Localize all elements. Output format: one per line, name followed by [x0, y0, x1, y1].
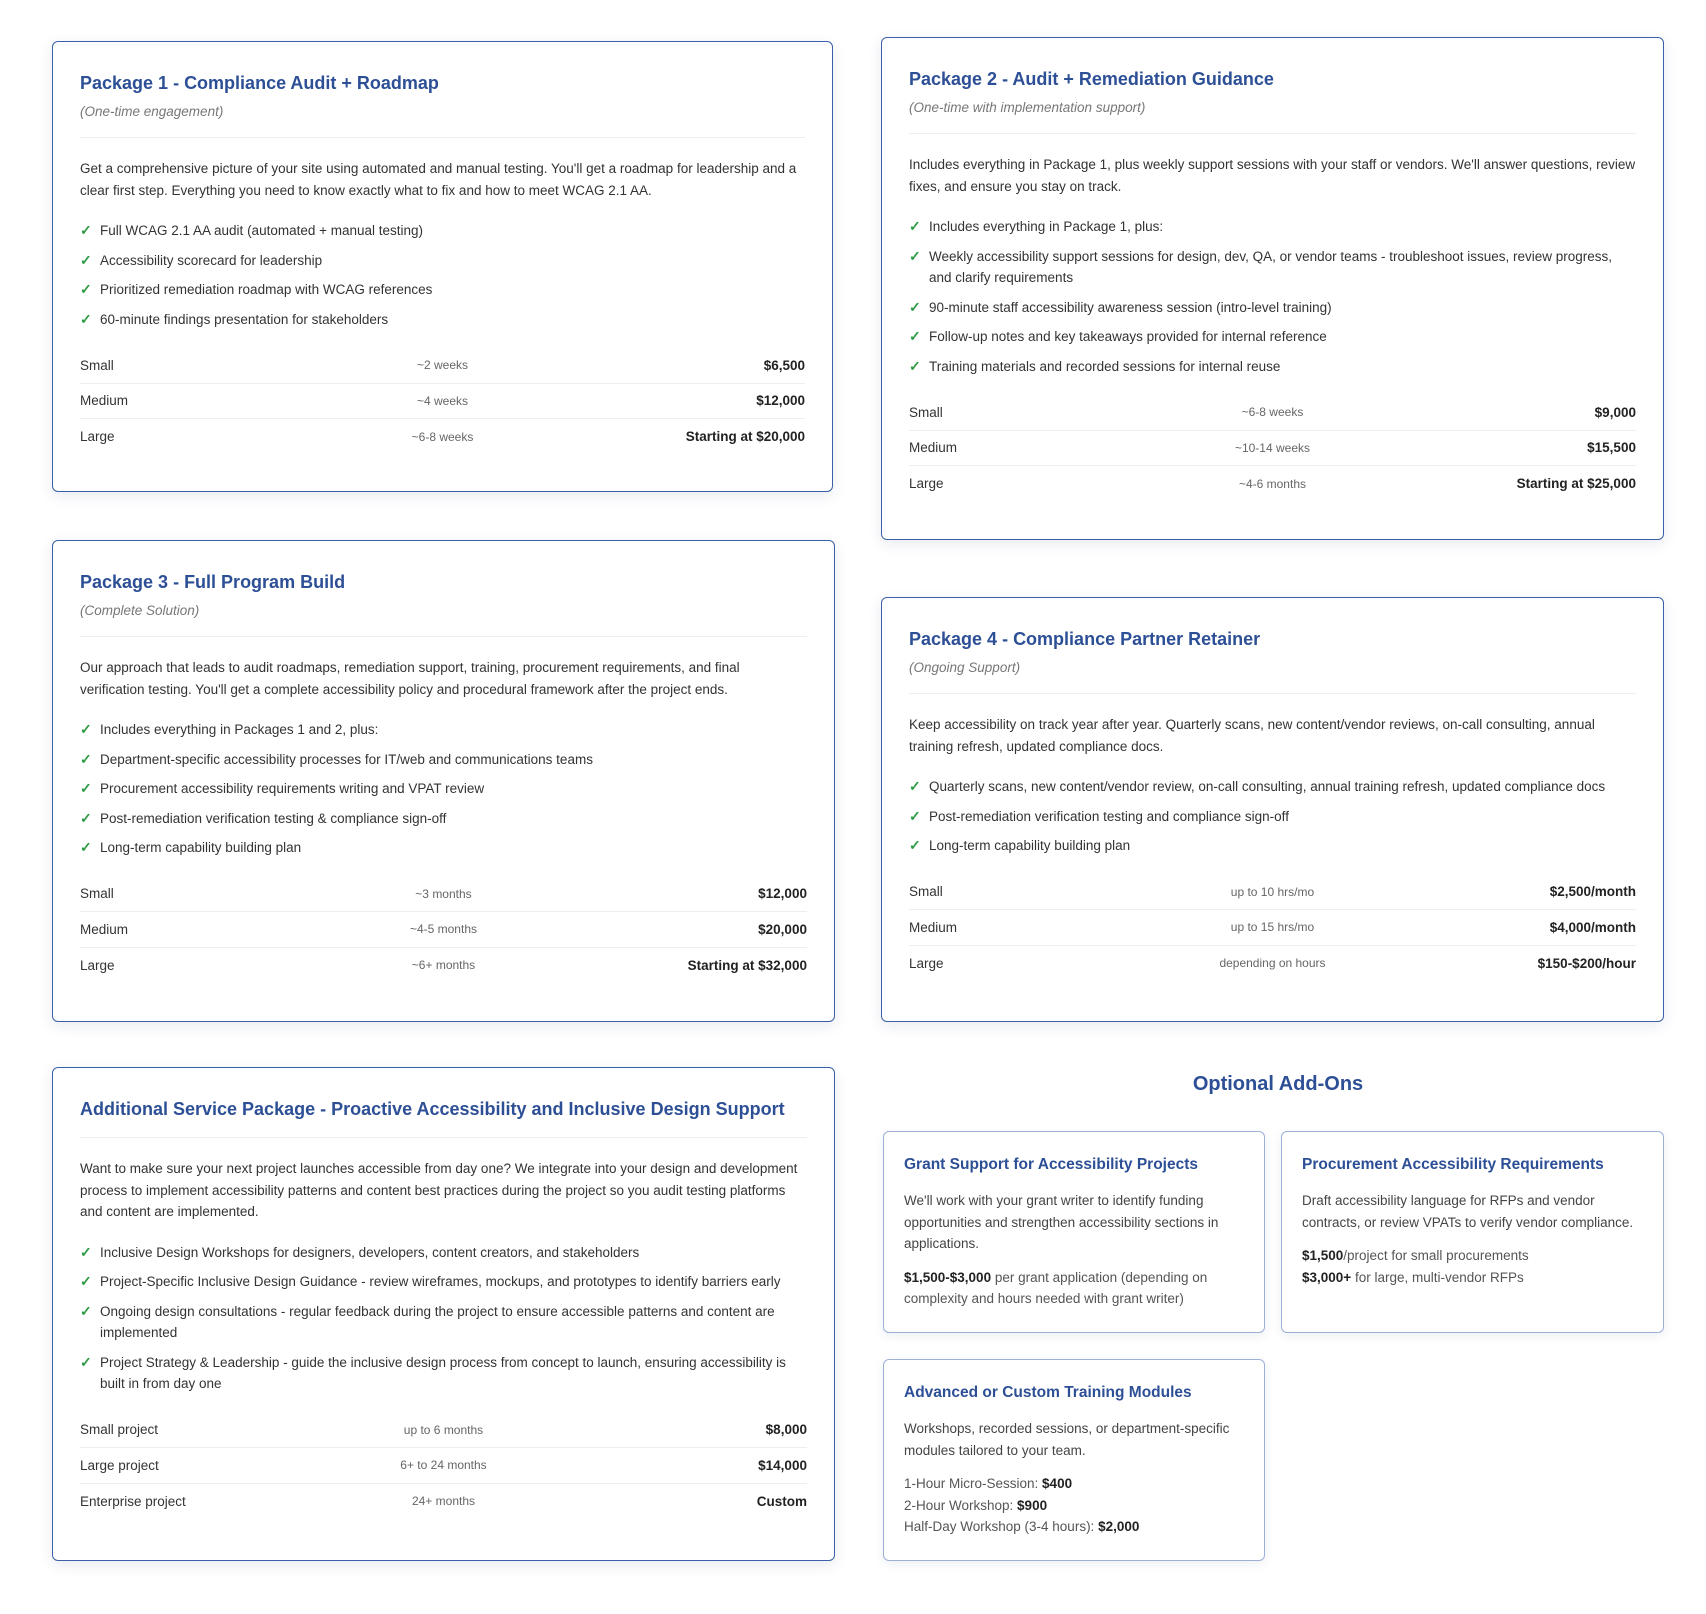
addon-price — [904, 1473, 1244, 1538]
check-icon: ✓ — [909, 247, 921, 264]
feature-text: Accessibility scorecard for leadership — [100, 252, 323, 268]
tier-duration: ~4 weeks — [416, 393, 469, 408]
addons-heading: Optional Add-Ons — [1192, 1073, 1364, 1095]
pricing-table — [80, 348, 805, 455]
feature-list — [80, 220, 805, 330]
check-icon: ✓ — [80, 222, 92, 238]
tier-size: Small — [909, 404, 943, 420]
price-value: $1,500 — [1302, 1248, 1344, 1263]
feature-text: Long-term capability building plan — [100, 840, 302, 855]
check-icon: ✓ — [909, 218, 921, 234]
package-subtitle: (Ongoing Support) — [909, 660, 1021, 675]
pricing-row — [909, 431, 1636, 467]
feature-item — [80, 1352, 807, 1395]
feature-item — [80, 719, 807, 741]
tier-size: Medium — [80, 393, 129, 409]
pricing-row — [80, 1413, 807, 1449]
price-note: /project for small procurements — [1343, 1248, 1529, 1263]
tier-duration: ~4-6 months — [1238, 476, 1306, 491]
tier-price: $2,500/month — [1549, 884, 1636, 900]
tier-duration: up to 10 hrs/mo — [1230, 884, 1315, 899]
tier-size: Small — [909, 884, 943, 900]
addon-title: Grant Support for Accessibility Projects — [904, 1156, 1198, 1173]
price-line — [904, 1516, 1244, 1538]
feature-text: Includes everything in Package 1, plus: — [929, 219, 1164, 234]
tier-duration: 6+ to 24 months — [400, 1458, 487, 1473]
pricing-row — [80, 419, 805, 455]
divider — [909, 693, 1636, 694]
tier-duration: up to 15 hrs/mo — [1230, 920, 1315, 935]
price-value: $3,000+ — [1302, 1269, 1352, 1285]
tier-price: $4,000/month — [1549, 919, 1636, 935]
tier-size: Small — [80, 886, 114, 902]
package-title: Package 1 - Compliance Audit + Roadmap — [80, 73, 439, 93]
price-label: 2-Hour Workshop: — [904, 1497, 1018, 1513]
pricing-row — [80, 912, 807, 948]
pricing-row — [80, 1484, 807, 1520]
check-icon: ✓ — [80, 1302, 92, 1319]
tier-price: $20,000 — [758, 921, 807, 937]
package-title: Additional Service Package - Proactive Accessibility and Inclusive Design Support — [80, 1099, 785, 1119]
feature-text: Training materials and recorded sessions for internal reuse — [929, 358, 1281, 374]
package-description: Want to make sure your next project launches accessible from day one? We integrate into your design and development process to implement accessibility patterns and content best practices during the project so you audit testing platforms and content are implemented. — [80, 1161, 798, 1219]
pricing-row — [80, 348, 805, 384]
package-title: Package 4 - Compliance Partner Retainer — [909, 629, 1261, 649]
package-subtitle: (One-time with implementation support) — [909, 100, 1146, 115]
package-3-card — [52, 540, 835, 1022]
pricing-table — [80, 1413, 807, 1520]
pricing-row — [909, 910, 1636, 946]
pricing-row — [80, 1448, 807, 1484]
feature-item — [80, 1242, 807, 1264]
feature-text: Procurement accessibility requirements writing and VPAT review — [100, 781, 485, 796]
feature-item — [909, 246, 1636, 289]
price-value: $900 — [1017, 1497, 1048, 1513]
price-value: $400 — [1042, 1476, 1073, 1491]
check-icon: ✓ — [80, 839, 92, 855]
tier-duration: up to 6 months — [403, 1422, 484, 1437]
tier-price: $6,500 — [763, 357, 805, 373]
tier-price: $150-$200/hour — [1537, 955, 1636, 971]
feature-text: Prioritized remediation roadmap with WCAG references — [100, 282, 433, 297]
feature-text: 60-minute findings presentation for stakeholders — [100, 311, 389, 327]
tier-price: $12,000 — [758, 886, 807, 902]
package-4-card — [881, 597, 1664, 1022]
package-subtitle: (One-time engagement) — [80, 104, 224, 119]
tier-duration: ~6+ months — [411, 958, 476, 973]
pricing-row — [909, 946, 1636, 982]
tier-price: $12,000 — [756, 393, 805, 409]
package-description: Get a comprehensive picture of your site using automated and manual testing. You'll get a roadmap for leadership and a clear first step. Everything you need to know exactly what to fix and how to meet WCAG 2.1 AA. — [80, 161, 797, 198]
feature-item — [80, 778, 807, 800]
feature-item — [80, 220, 805, 242]
addon-title: Advanced or Custom Training Modules — [904, 1384, 1192, 1401]
tier-duration: 24+ months — [411, 1494, 475, 1509]
package-title: Package 3 - Full Program Build — [80, 572, 346, 592]
tier-size: Medium — [80, 921, 129, 937]
package-description: Our approach that leads to audit roadmaps, remediation support, training, procurement requirements, and final verification testing. You'll get a complete accessibility policy and procedural framework after the project ends. — [80, 660, 740, 697]
pricing-row — [80, 384, 805, 420]
feature-list — [80, 1242, 807, 1395]
pricing-row — [909, 466, 1636, 502]
tier-size: Small project — [80, 1422, 159, 1438]
tier-duration: depending on hours — [1219, 956, 1326, 971]
feature-text: 90-minute staff accessibility awareness session (intro-level training) — [929, 299, 1332, 315]
feature-item — [80, 279, 805, 301]
feature-text: Post-remediation verification testing and compliance sign-off — [929, 808, 1289, 824]
tier-duration: ~3 months — [415, 886, 472, 901]
feature-text: Project Strategy & Leadership - guide the inclusive design process from concept to launch, ensuring accessibility is built in from day one — [100, 1354, 786, 1391]
check-icon: ✓ — [80, 721, 92, 737]
tier-size: Large — [909, 955, 944, 971]
check-icon: ✓ — [909, 328, 921, 344]
feature-text: Inclusive Design Workshops for designers, developers, content creators, and stakeholders — [100, 1244, 640, 1260]
check-icon: ✓ — [909, 298, 921, 315]
feature-text: Weekly accessibility support sessions for design, dev, QA, or vendor teams - troubleshoot issues, review progress, and clarify requirements — [929, 248, 1613, 285]
tier-price: Starting at $25,000 — [1516, 476, 1636, 492]
price-label: Half-Day Workshop (3-4 hours): — [904, 1519, 1099, 1534]
addon-title: Procurement Accessibility Requirements — [1302, 1156, 1604, 1173]
feature-item — [909, 297, 1636, 319]
addon-description: Draft accessibility language for RFPs and vendor contracts, or review VPATs to verify vendor compliance. — [1302, 1193, 1634, 1230]
package-description: Keep accessibility on track year after year. Quarterly scans, new content/vendor reviews, on-call consulting, annual training refresh, updated compliance docs. — [909, 717, 1595, 754]
tier-price: $15,500 — [1587, 440, 1636, 456]
price-line — [904, 1495, 1244, 1517]
feature-text: Ongoing design consultations - regular feedback during the project to ensure accessible patterns and content are implemented — [100, 1303, 775, 1340]
tier-price: Starting at $32,000 — [687, 957, 807, 973]
package-2-card — [881, 37, 1664, 540]
feature-item — [80, 1271, 807, 1293]
price-line — [904, 1473, 1244, 1495]
tier-size: Large — [80, 957, 115, 973]
price-line — [1302, 1245, 1643, 1267]
price-label: 1-Hour Micro-Session: — [904, 1476, 1043, 1491]
feature-item — [80, 309, 805, 331]
pricing-row — [80, 948, 807, 984]
divider — [80, 636, 807, 637]
check-icon: ✓ — [80, 1273, 92, 1289]
feature-item — [909, 776, 1636, 798]
addon-price — [1302, 1245, 1643, 1288]
price-note: per grant application (depending on complexity and hours needed with grant writer) — [904, 1269, 1208, 1306]
feature-list — [80, 719, 807, 859]
feature-text: Includes everything in Packages 1 and 2, plus: — [100, 722, 379, 737]
package-title: Package 2 - Audit + Remediation Guidance — [909, 69, 1274, 89]
feature-item — [909, 356, 1636, 378]
pricing-table — [909, 395, 1636, 502]
feature-item — [909, 326, 1636, 348]
feature-text: Full WCAG 2.1 AA audit (automated + manual testing) — [100, 223, 424, 238]
addon-price — [904, 1267, 1244, 1310]
feature-item — [80, 837, 807, 859]
additional-package-card — [52, 1067, 835, 1561]
package-1-card — [52, 41, 833, 492]
price-value: $1,500-$3,000 — [904, 1269, 992, 1285]
tier-price: $14,000 — [758, 1457, 807, 1473]
tier-size: Large — [909, 476, 944, 492]
feature-text: Follow-up notes and key takeaways provided for internal reference — [929, 329, 1327, 344]
addon-procurement-card — [1281, 1131, 1664, 1333]
check-icon: ✓ — [80, 809, 92, 826]
tier-size: Enterprise project — [80, 1493, 186, 1509]
pricing-row — [909, 875, 1636, 911]
feature-text: Long-term capability building plan — [929, 838, 1131, 853]
tier-size: Medium — [909, 919, 958, 935]
package-description: Includes everything in Package 1, plus weekly support sessions with your staff or vendors. We'll answer questions, review fixes, and ensure you stay on track. — [909, 157, 1636, 194]
tier-price: $8,000 — [765, 1422, 807, 1438]
check-icon: ✓ — [80, 750, 92, 767]
price-line — [1302, 1267, 1643, 1289]
tier-duration: ~4-5 months — [409, 922, 477, 937]
addon-description: We'll work with your grant writer to identify funding opportunities and strengthen accessibility sections in applications. — [904, 1193, 1219, 1251]
pricing-row — [80, 877, 807, 913]
check-icon: ✓ — [80, 780, 92, 796]
check-icon: ✓ — [909, 807, 921, 824]
addon-description: Workshops, recorded sessions, or department-specific modules tailored to your team. — [904, 1421, 1230, 1458]
check-icon: ✓ — [80, 1243, 92, 1260]
feature-item — [909, 216, 1636, 238]
addon-training-card — [883, 1359, 1265, 1561]
feature-item — [80, 808, 807, 830]
feature-item — [909, 835, 1636, 857]
divider — [80, 137, 805, 138]
feature-item — [909, 806, 1636, 828]
price-value: $2,000 — [1098, 1519, 1140, 1534]
check-icon: ✓ — [80, 310, 92, 327]
pricing-row — [909, 395, 1636, 431]
tier-size: Large project — [80, 1457, 159, 1473]
tier-price: Starting at $20,000 — [685, 429, 805, 445]
check-icon: ✓ — [909, 837, 921, 853]
feature-text: Department-specific accessibility processes for IT/web and communications teams — [100, 751, 593, 767]
feature-list — [909, 216, 1636, 377]
feature-item — [80, 749, 807, 771]
pricing-table — [909, 875, 1636, 982]
check-icon: ✓ — [80, 251, 92, 268]
check-icon: ✓ — [80, 281, 92, 297]
check-icon: ✓ — [909, 357, 921, 374]
tier-size: Large — [80, 429, 115, 445]
feature-text: Quarterly scans, new content/vendor review, on-call consulting, annual training refresh, updated compliance docs — [929, 779, 1606, 794]
tier-size: Small — [80, 357, 114, 373]
feature-item — [80, 250, 805, 272]
divider — [80, 1137, 807, 1138]
tier-duration: ~2 weeks — [416, 358, 469, 373]
tier-price: Custom — [756, 1493, 807, 1509]
tier-size: Medium — [909, 440, 958, 456]
package-subtitle: (Complete Solution) — [80, 603, 200, 618]
addon-grant-card — [883, 1131, 1265, 1333]
tier-duration: ~6-8 weeks — [411, 429, 474, 444]
check-icon: ✓ — [80, 1353, 92, 1370]
price-note: for large, multi-vendor RFPs — [1351, 1269, 1524, 1285]
tier-duration: ~6-8 weeks — [1241, 405, 1304, 420]
feature-list — [909, 776, 1636, 857]
check-icon: ✓ — [909, 778, 921, 794]
feature-text: Post-remediation verification testing & compliance sign-off — [100, 810, 447, 826]
feature-item — [80, 1301, 807, 1344]
feature-text: Project-Specific Inclusive Design Guidance - review wireframes, mockups, and prototypes to identify barriers early — [100, 1274, 781, 1289]
tier-price: $9,000 — [1594, 404, 1636, 420]
divider — [909, 133, 1636, 134]
pricing-table — [80, 877, 807, 984]
tier-duration: ~10-14 weeks — [1234, 440, 1310, 455]
